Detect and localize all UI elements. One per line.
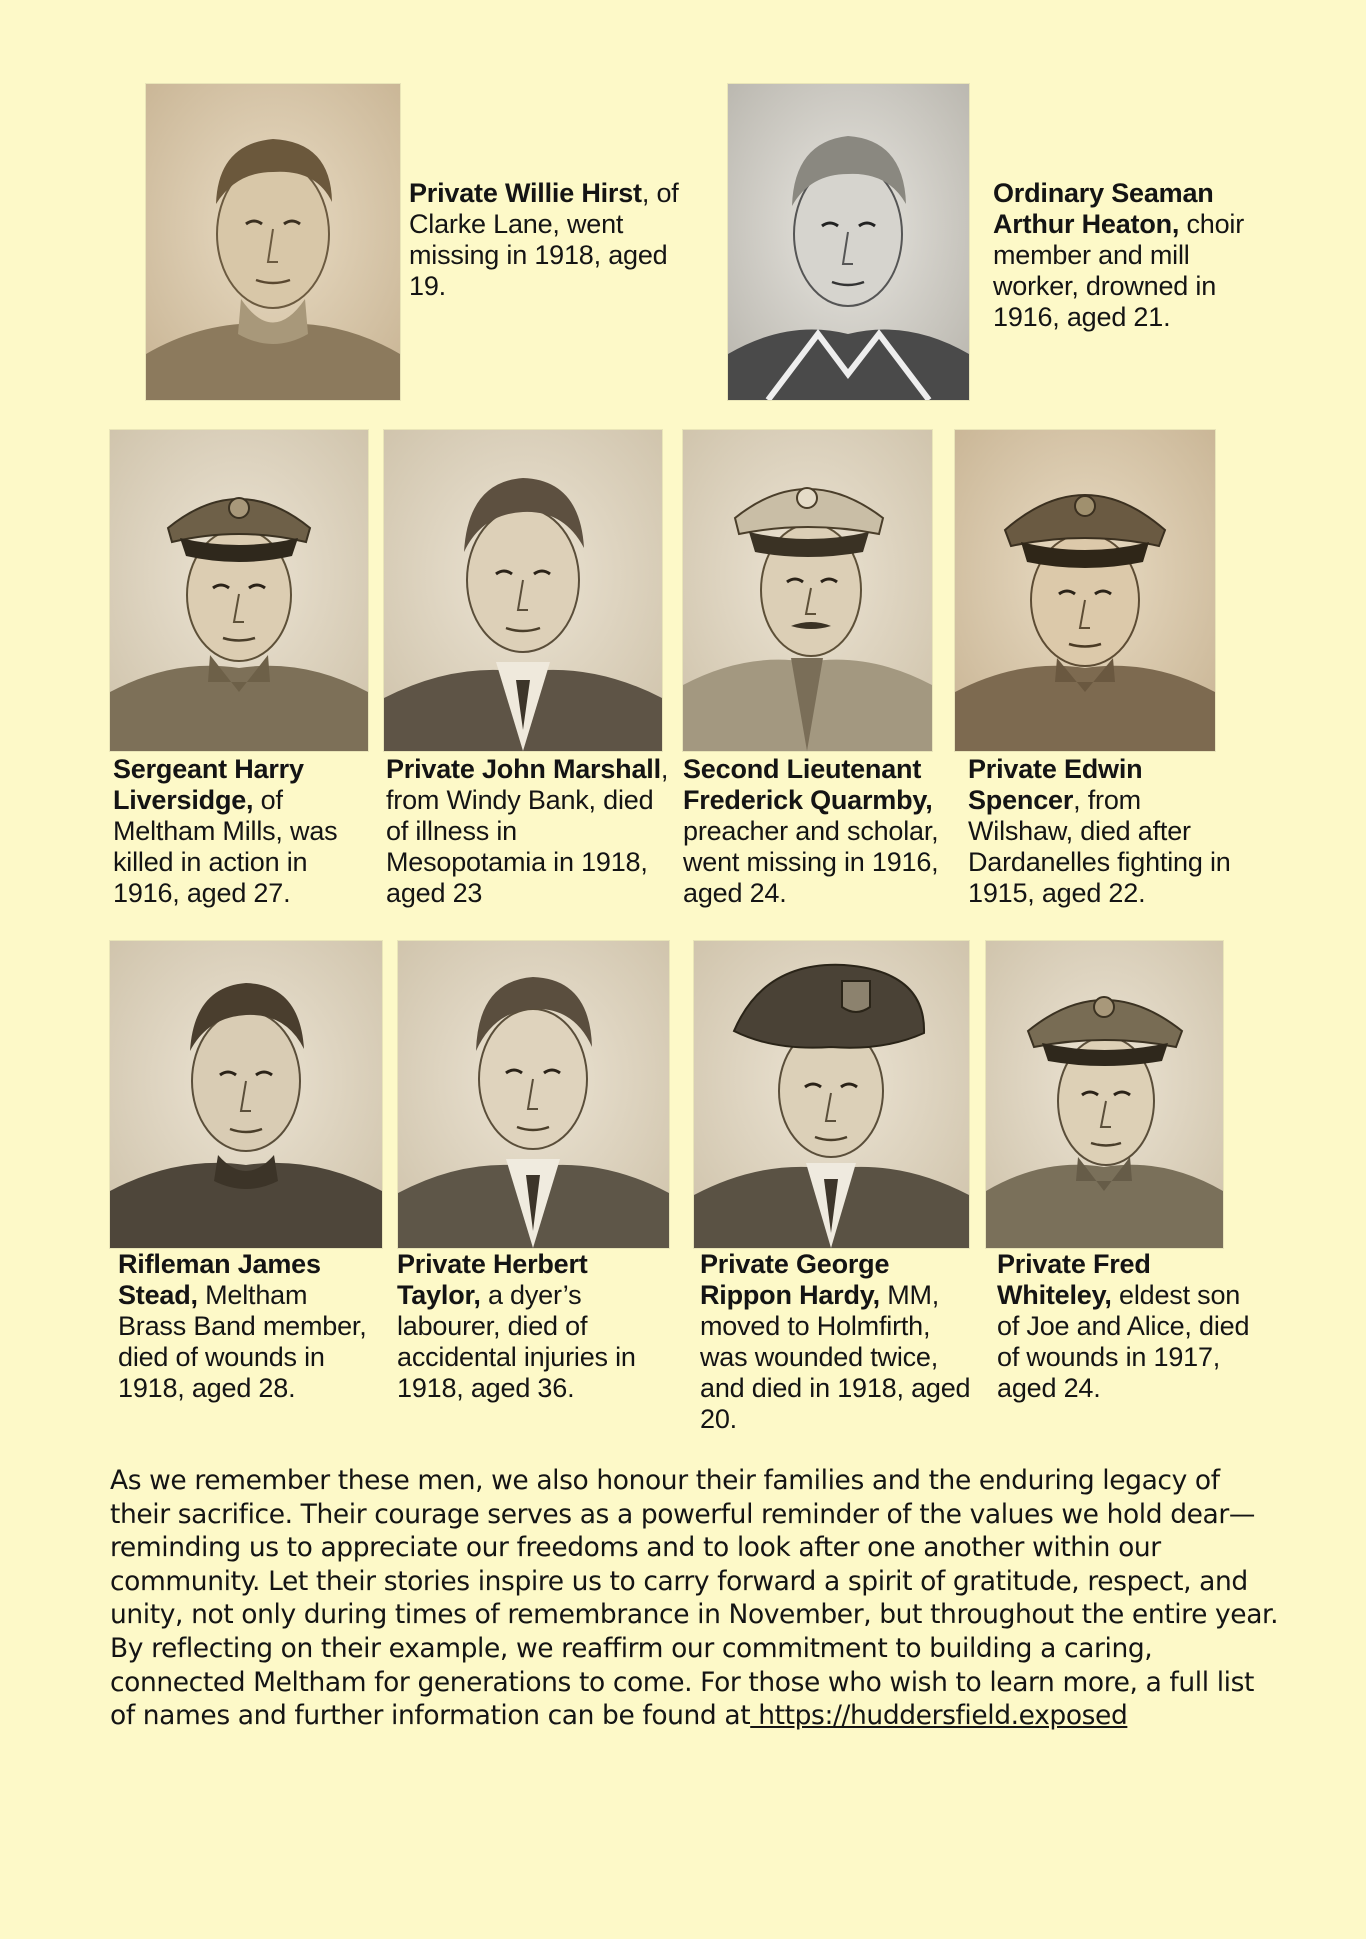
portrait-harry-liversidge: [110, 430, 368, 751]
portrait-willie-hirst: [146, 84, 400, 400]
portrait-frederick-quarmby: [683, 430, 932, 751]
sketch-portrait-icon: [146, 84, 400, 400]
caption-arthur-heaton: Ordinary Seaman Arthur Heaton, choir member and mill worker, drowned in 1916, aged 21.: [993, 178, 1245, 332]
caption-james-stead: Rifleman James Stead, Meltham Brass Band member, died of wounds in 1918, aged 28.: [118, 1249, 367, 1403]
sketch-portrait-icon: [728, 84, 969, 400]
closing-text: As we remember these men, we also honour their families and the enduring legacy of their sacrifice. Their courage serves as a powerful reminder of the values we hold dear—reminding us to appreciate our freedoms and to look after one another within our community. Let their stories inspire us to carry forward a spirit of gratitude, respect, and unity, not only during times of remembrance in November, but throughout the entire year. By reflecting on their example, we reaffirm our commitment to building a caring, connected Meltham for generations to come. For those who wish to learn more, a full list of names and further information can be found at: [110, 1465, 1279, 1732]
caption-george-rippon-hardy: Private George Rippon Hardy, MM, moved to Holmfirth, was wounded twice, and died in 1918, aged 20.: [700, 1249, 971, 1434]
portrait-edwin-spencer: [955, 430, 1215, 751]
sketch-portrait-icon: [986, 941, 1223, 1248]
sketch-portrait-icon: [110, 941, 382, 1248]
portrait-james-stead: [110, 941, 382, 1248]
sketch-portrait-icon: [955, 430, 1215, 751]
portrait-george-rippon-hardy: [694, 941, 969, 1248]
sketch-portrait-icon: [683, 430, 932, 751]
caption-frederick-quarmby: Second Lieutenant Frederick Quarmby, preacher and scholar, went missing in 1916, aged 24.: [683, 754, 939, 908]
portrait-herbert-taylor: [398, 941, 669, 1248]
portrait-john-marshall: [384, 430, 662, 751]
closing-paragraph: [110, 1464, 1280, 1733]
sketch-portrait-icon: [694, 941, 969, 1248]
caption-edwin-spencer: Private Edwin Spencer, from Wilshaw, died after Dardanelles fighting in 1915, aged 22.: [968, 754, 1231, 908]
portrait-arthur-heaton: [728, 84, 969, 400]
caption-herbert-taylor: Private Herbert Taylor, a dyer’s labourer, died of accidental injuries in 1918, aged 36.: [397, 1249, 636, 1403]
caption-willie-hirst: Private Willie Hirst, of Clarke Lane, went missing in 1918, aged 19.: [409, 178, 679, 301]
sketch-portrait-icon: [398, 941, 669, 1248]
caption-harry-liversidge: Sergeant Harry Liversidge, of Meltham Mills, was killed in action in 1916, aged 27.: [113, 754, 338, 908]
sketch-portrait-icon: [110, 430, 368, 751]
caption-john-marshall: Private John Marshall, from Windy Bank, died of illness in Mesopotamia in 1918, aged 23: [386, 754, 669, 908]
portrait-fred-whiteley: [986, 941, 1223, 1248]
huddersfield-exposed-link[interactable]: https://huddersfield.exposed: [750, 1700, 1128, 1732]
sketch-portrait-icon: [384, 430, 662, 751]
caption-fred-whiteley: Private Fred Whiteley, eldest son of Joe and Alice, died of wounds in 1917, aged 24.: [997, 1249, 1250, 1403]
